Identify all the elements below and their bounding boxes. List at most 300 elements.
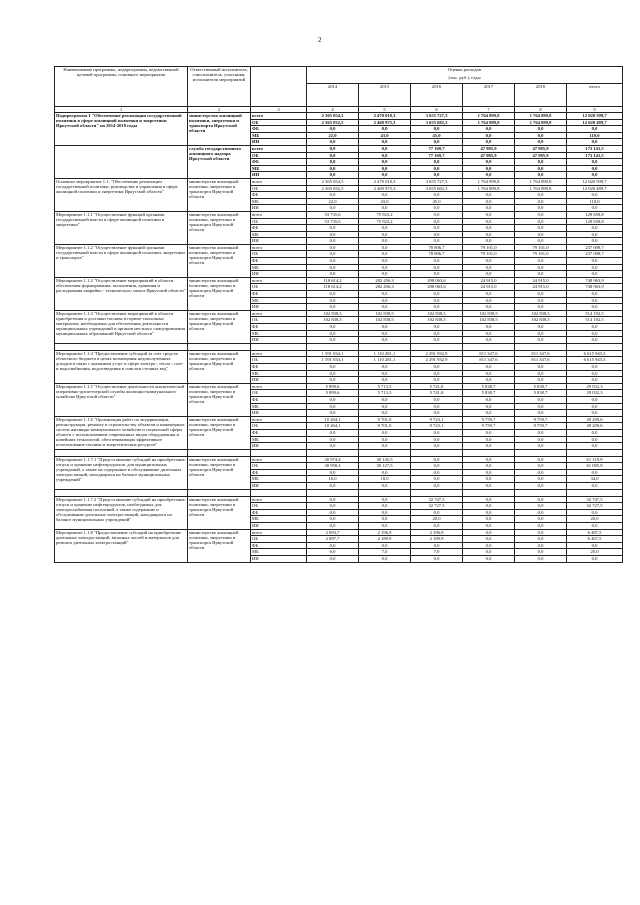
- amount-cell: 0,0: [307, 258, 359, 265]
- amount-cell: 0,0: [463, 429, 515, 436]
- amount-cell: 0,0: [307, 523, 359, 530]
- funding-source-cell: ОБ: [251, 423, 307, 430]
- amount-cell: 0,0: [463, 324, 515, 331]
- funding-source-cell: всего: [251, 178, 307, 185]
- header-year: 2016: [411, 84, 463, 107]
- amount-cell: 811 347,6: [463, 350, 515, 357]
- amount-cell: 5 838,7: [515, 390, 567, 397]
- amount-cell: 2 291 932,9: [411, 357, 463, 364]
- amount-cell: 0,0: [359, 503, 411, 510]
- program-name-cell: Мероприятие 1.1.8 "Предоставление субсидий на приобретение дизельных электростанций, запасных частей и материалов для ремонта дизельных электростанций": [55, 529, 188, 562]
- amount-cell: 0,0: [359, 291, 411, 298]
- total-cell: 748 963,9: [567, 284, 623, 291]
- total-cell: 0,0: [567, 377, 623, 384]
- amount-cell: 1 110 281,1: [359, 357, 411, 364]
- column-number: 4: [307, 107, 359, 113]
- amount-cell: 0,0: [515, 443, 567, 450]
- amount-cell: 0,0: [359, 271, 411, 278]
- funding-source-cell: ФБ: [251, 159, 307, 166]
- amount-cell: 0,0: [307, 172, 359, 179]
- amount-cell: 0,0: [359, 238, 411, 245]
- amount-cell: 0,0: [359, 363, 411, 370]
- funding-source-cell: МБ: [251, 476, 307, 483]
- amount-cell: 0,0: [307, 509, 359, 516]
- amount-cell: 0,0: [359, 159, 411, 166]
- spacer-row: [55, 449, 623, 456]
- amount-cell: 0,0: [515, 297, 567, 304]
- funding-source-cell: МБ: [251, 231, 307, 238]
- program-name-cell: Основное мероприятие 1.1. "Обеспечение реализации государственной политики, руководства и управления в сфере жилищной политики и энергетики Иркутской области": [55, 178, 188, 211]
- spacer-cell: [251, 449, 307, 456]
- amount-cell: 0,0: [515, 205, 567, 212]
- program-name-cell: Мероприятие 1.1.3 "Осуществление мероприятий в области приобретения и доставки топлива и горюче-смазочных материалов, необходимых для обеспечения деятельности муниципальных учреждений и органов местного самоуправления муниципальных образований Иркутской области": [55, 310, 188, 343]
- amount-cell: 0,0: [307, 238, 359, 245]
- amount-cell: 0,0: [411, 165, 463, 172]
- program-name-cell: Мероприятие 1.1.2 "Осуществление мероприятий в области обеспечения формирования, пополнения, хранения и расходования аварийно - технического запаса Иркутской области": [55, 277, 188, 310]
- header-costs-units: (тыс. руб.), годы: [307, 75, 623, 84]
- amount-cell: 811 347,6: [463, 357, 515, 364]
- column-number: 1: [55, 107, 188, 113]
- funding-source-cell: ОБ: [251, 536, 307, 543]
- program-name-cell: [55, 145, 188, 178]
- total-cell: 29 032,3: [567, 383, 623, 390]
- spacer-cell: [55, 343, 188, 350]
- funding-source-cell: ФБ: [251, 291, 307, 298]
- amount-cell: 18,0: [359, 476, 411, 483]
- amount-cell: 0,0: [515, 330, 567, 337]
- total-cell: 110,0: [567, 198, 623, 205]
- funding-source-cell: МБ: [251, 549, 307, 556]
- amount-cell: 1 764 899,8: [515, 178, 567, 185]
- funding-source-cell: МБ: [251, 403, 307, 410]
- amount-cell: 0,0: [411, 225, 463, 232]
- amount-cell: 0,0: [307, 139, 359, 146]
- amount-cell: 0,0: [463, 523, 515, 530]
- amount-cell: 0,0: [307, 264, 359, 271]
- amount-cell: 0,0: [463, 297, 515, 304]
- amount-cell: 0,0: [515, 370, 567, 377]
- executor-cell: министерство жилищной политики, энергетики и транспорта Иркутской области: [188, 178, 251, 211]
- executor-cell: министерство жилищной политики, энергетики и транспорта Иркутской области: [188, 383, 251, 416]
- amount-cell: 24 915,0: [515, 284, 567, 291]
- spacer-cell: [515, 449, 567, 456]
- amount-cell: 5 741,8: [411, 390, 463, 397]
- amount-cell: 0,0: [411, 396, 463, 403]
- total-cell: 12 020 489,7: [567, 119, 623, 126]
- amount-cell: 0,0: [359, 192, 411, 199]
- executor-cell: министерство жилищной политики, энергетики и транспорта Иркутской области: [188, 113, 251, 146]
- amount-cell: 0,0: [515, 529, 567, 536]
- amount-cell: 0,0: [359, 172, 411, 179]
- header-costs-title: Оценка расходов: [307, 67, 623, 76]
- spacer-cell: [515, 343, 567, 350]
- amount-cell: 0,0: [307, 370, 359, 377]
- amount-cell: 0,0: [515, 436, 567, 443]
- amount-cell: 78 806,7: [411, 251, 463, 258]
- amount-cell: 0,0: [307, 410, 359, 417]
- amount-cell: 0,0: [411, 363, 463, 370]
- amount-cell: 0,0: [515, 503, 567, 510]
- amount-cell: 0,0: [463, 443, 515, 450]
- amount-cell: 0,0: [359, 145, 411, 152]
- funding-source-cell: МБ: [251, 370, 307, 377]
- amount-cell: 0,0: [411, 192, 463, 199]
- amount-cell: 0,0: [463, 556, 515, 563]
- amount-cell: 0,0: [411, 324, 463, 331]
- program-name-cell: Мероприятие 1.1.7.2 "Предоставление субсидий на приобретение, отпуск и хранение нефтепродуктов, необходимых для электроснабжения поселений, а также содержание и обслуживание дизельных электростанций, находящихся на балансе муниципальных учреждений": [55, 496, 188, 529]
- total-cell: 110,0: [567, 132, 623, 139]
- amount-cell: 0,0: [463, 165, 515, 172]
- amount-cell: 2 469 975,3: [359, 185, 411, 192]
- amount-cell: 0,0: [463, 483, 515, 490]
- funding-source-cell: ОБ: [251, 119, 307, 126]
- executor-cell: министерство жилищной политики, энергетики и транспорта Иркутской области: [188, 244, 251, 277]
- spacer-cell: [359, 489, 411, 496]
- amount-cell: 2 365 032,5: [307, 119, 359, 126]
- total-cell: 0,0: [567, 258, 623, 265]
- total-cell: 0,0: [567, 264, 623, 271]
- amount-cell: 0,0: [307, 159, 359, 166]
- amount-cell: 0,0: [463, 496, 515, 503]
- amount-cell: 0,0: [359, 231, 411, 238]
- amount-cell: 2 196,9: [411, 529, 463, 536]
- amount-cell: 1 110 281,1: [359, 350, 411, 357]
- amount-cell: 7,0: [411, 549, 463, 556]
- table-row: [55, 244, 623, 251]
- amount-cell: 47 985,9: [515, 152, 567, 159]
- amount-cell: 0,0: [359, 556, 411, 563]
- amount-cell: 45,0: [411, 198, 463, 205]
- spacer-cell: [463, 449, 515, 456]
- amount-cell: 0,0: [307, 152, 359, 159]
- amount-cell: 0,0: [463, 159, 515, 166]
- total-cell: 0,0: [567, 291, 623, 298]
- amount-cell: 0,0: [359, 139, 411, 146]
- total-cell: 0,0: [567, 165, 623, 172]
- table-row: [55, 178, 623, 185]
- amount-cell: 0,0: [359, 509, 411, 516]
- spacer-cell: [307, 343, 359, 350]
- amount-cell: 0,0: [515, 132, 567, 139]
- amount-cell: 0,0: [307, 363, 359, 370]
- total-cell: 0,0: [567, 370, 623, 377]
- amount-cell: 47 985,9: [463, 145, 515, 152]
- amount-cell: 22,0: [307, 132, 359, 139]
- header-row: [55, 67, 623, 76]
- amount-cell: 0,0: [307, 337, 359, 344]
- amount-cell: 0,0: [411, 271, 463, 278]
- amount-cell: 282 456,3: [359, 284, 411, 291]
- total-cell: 0,0: [567, 523, 623, 530]
- total-cell: 0,0: [567, 139, 623, 146]
- amount-cell: 1 591 034,1: [307, 350, 359, 357]
- amount-cell: 0,0: [515, 469, 567, 476]
- amount-cell: 102 838,5: [411, 317, 463, 324]
- amount-cell: 1 764 899,8: [463, 119, 515, 126]
- amount-cell: 5 838,7: [463, 390, 515, 397]
- amount-cell: 2 469 975,3: [359, 119, 411, 126]
- total-cell: 49 209,6: [567, 423, 623, 430]
- total-cell: 0,0: [567, 159, 623, 166]
- spacer-cell: [251, 489, 307, 496]
- amount-cell: 5 899,6: [307, 383, 359, 390]
- total-cell: 0,0: [567, 443, 623, 450]
- amount-cell: 0,0: [515, 337, 567, 344]
- amount-cell: 0,0: [463, 403, 515, 410]
- amount-cell: 0,0: [359, 330, 411, 337]
- total-cell: 0,0: [567, 403, 623, 410]
- amount-cell: 0,0: [307, 330, 359, 337]
- spacer-row: [55, 343, 623, 350]
- funding-source-cell: всего: [251, 529, 307, 536]
- total-cell: 0,0: [567, 126, 623, 133]
- amount-cell: 0,0: [307, 291, 359, 298]
- amount-cell: 118 614,2: [307, 284, 359, 291]
- amount-cell: 0,0: [359, 396, 411, 403]
- amount-cell: 0,0: [307, 244, 359, 251]
- amount-cell: 0,0: [463, 192, 515, 199]
- amount-cell: 0,0: [307, 436, 359, 443]
- amount-cell: 0,0: [411, 258, 463, 265]
- amount-cell: 0,0: [359, 152, 411, 159]
- amount-cell: 0,0: [307, 205, 359, 212]
- amount-cell: 0,0: [463, 225, 515, 232]
- amount-cell: 0,0: [307, 396, 359, 403]
- amount-cell: 0,0: [411, 205, 463, 212]
- amount-cell: 2 087,7: [307, 536, 359, 543]
- amount-cell: 102 838,5: [463, 310, 515, 317]
- amount-cell: 43,0: [359, 198, 411, 205]
- amount-cell: 0,0: [463, 542, 515, 549]
- funding-source-cell: ФБ: [251, 192, 307, 199]
- table-row: [55, 383, 623, 390]
- amount-cell: 0,0: [411, 218, 463, 225]
- amount-cell: 77 169,7: [411, 145, 463, 152]
- amount-cell: 0,0: [463, 377, 515, 384]
- amount-cell: 0,0: [411, 556, 463, 563]
- amount-cell: 0,0: [411, 377, 463, 384]
- amount-cell: 0,0: [307, 324, 359, 331]
- total-cell: 0,0: [567, 205, 623, 212]
- amount-cell: 5 838,7: [515, 383, 567, 390]
- amount-cell: 0,0: [359, 403, 411, 410]
- column-number: 7: [463, 107, 515, 113]
- amount-cell: 0,0: [463, 231, 515, 238]
- funding-source-cell: МБ: [251, 297, 307, 304]
- amount-cell: 0,0: [463, 291, 515, 298]
- amount-cell: 5 713,5: [359, 383, 411, 390]
- amount-cell: 2 189,9: [411, 536, 463, 543]
- amount-cell: 0,0: [359, 251, 411, 258]
- amount-cell: 0,0: [359, 523, 411, 530]
- funding-source-cell: МБ: [251, 198, 307, 205]
- amount-cell: 0,0: [515, 396, 567, 403]
- header-year: 2014: [307, 84, 359, 107]
- amount-cell: 20,0: [411, 516, 463, 523]
- amount-cell: 0,0: [411, 291, 463, 298]
- table-row: [55, 529, 623, 536]
- header-year: 2018: [515, 84, 567, 107]
- amount-cell: 0,0: [411, 211, 463, 218]
- amount-cell: 0,0: [411, 139, 463, 146]
- amount-cell: 0,0: [411, 403, 463, 410]
- spacer-row: [55, 489, 623, 496]
- amount-cell: 1 764 899,8: [515, 113, 567, 120]
- amount-cell: 0,0: [307, 469, 359, 476]
- amount-cell: 9 701,0: [359, 423, 411, 430]
- amount-cell: 1 764 899,8: [463, 178, 515, 185]
- funding-source-cell: ОБ: [251, 185, 307, 192]
- spacer-cell: [251, 343, 307, 350]
- amount-cell: 10 264,1: [307, 416, 359, 423]
- funding-source-cell: ФБ: [251, 396, 307, 403]
- funding-source-cell: всего: [251, 244, 307, 251]
- amount-cell: 0,0: [515, 556, 567, 563]
- total-cell: 0,0: [567, 225, 623, 232]
- amount-cell: 2 365 032,5: [307, 185, 359, 192]
- amount-cell: 79 101,0: [515, 244, 567, 251]
- amount-cell: 24 915,0: [463, 284, 515, 291]
- total-cell: 20,0: [567, 549, 623, 556]
- funding-source-cell: ИИ: [251, 483, 307, 490]
- amount-cell: 9 759,7: [515, 423, 567, 430]
- total-cell: 0,0: [567, 172, 623, 179]
- amount-cell: 0,0: [463, 476, 515, 483]
- table-row: [55, 145, 623, 152]
- amount-cell: 2 365 054,5: [307, 178, 359, 185]
- amount-cell: 0,0: [359, 377, 411, 384]
- spacer-cell: [411, 489, 463, 496]
- amount-cell: 30 127,5: [359, 463, 411, 470]
- amount-cell: 0,0: [307, 429, 359, 436]
- total-cell: 514 192,5: [567, 317, 623, 324]
- total-cell: 49 209,6: [567, 416, 623, 423]
- amount-cell: 0,0: [515, 549, 567, 556]
- amount-cell: 0,0: [307, 192, 359, 199]
- funding-source-cell: ФБ: [251, 363, 307, 370]
- amount-cell: 0,0: [515, 238, 567, 245]
- total-cell: 32 727,5: [567, 503, 623, 510]
- amount-cell: 0,0: [515, 225, 567, 232]
- amount-cell: 0,0: [463, 271, 515, 278]
- amount-cell: 0,0: [307, 225, 359, 232]
- spacer-cell: [463, 489, 515, 496]
- amount-cell: 47 985,9: [463, 152, 515, 159]
- header-year: итого: [567, 84, 623, 107]
- spacer-cell: [55, 489, 188, 496]
- funding-source-cell: ФБ: [251, 469, 307, 476]
- funding-source-cell: ИИ: [251, 556, 307, 563]
- total-cell: 6 467,5: [567, 536, 623, 543]
- funding-source-cell: ФБ: [251, 126, 307, 133]
- spacer-cell: [55, 449, 188, 456]
- header-source: [251, 67, 307, 107]
- amount-cell: 79 101,0: [515, 251, 567, 258]
- amount-cell: 9 701,0: [359, 416, 411, 423]
- amount-cell: 5 741,8: [411, 383, 463, 390]
- amount-cell: 0,0: [307, 297, 359, 304]
- header-name: Наименование программы, подпрограммы, ведомственной целевой программы, основного мероприятия: [55, 67, 188, 107]
- amount-cell: 0,0: [515, 463, 567, 470]
- executor-cell: министерство жилищной политики, энергетики и транспорта Иркутской области: [188, 416, 251, 449]
- amount-cell: 16,0: [307, 476, 359, 483]
- amount-cell: 0,0: [463, 337, 515, 344]
- amount-cell: 0,0: [515, 496, 567, 503]
- total-cell: 0,0: [567, 363, 623, 370]
- amount-cell: 0,0: [411, 523, 463, 530]
- amount-cell: 75 923,2: [359, 211, 411, 218]
- amount-cell: 0,0: [411, 231, 463, 238]
- program-name-cell: Мероприятие 1.1.5 "Осуществление деятельности аналитической оперативно-диспетчерской службы жилищно-коммунального хозяйства Иркутской области": [55, 383, 188, 416]
- amount-cell: 298 063,6: [411, 277, 463, 284]
- funding-source-cell: ОБ: [251, 463, 307, 470]
- amount-cell: 0,0: [463, 363, 515, 370]
- table-row: [55, 211, 623, 218]
- program-name-cell: Мероприятие 1.1.1 "Осуществление функций органами государственной власти в сфере жилищной политики и энергетики": [55, 211, 188, 244]
- funding-source-cell: ОБ: [251, 317, 307, 324]
- amount-cell: 0,0: [359, 225, 411, 232]
- funding-source-cell: ОБ: [251, 152, 307, 159]
- funding-source-cell: всего: [251, 416, 307, 423]
- amount-cell: 0,0: [359, 469, 411, 476]
- amount-cell: 0,0: [359, 410, 411, 417]
- amount-cell: 0,0: [307, 483, 359, 490]
- amount-cell: 298 063,6: [411, 284, 463, 291]
- header-year: 2017: [463, 84, 515, 107]
- total-cell: 0,0: [567, 192, 623, 199]
- total-cell: 0,0: [567, 238, 623, 245]
- amount-cell: 102 838,5: [515, 317, 567, 324]
- funding-source-cell: всего: [251, 113, 307, 120]
- amount-cell: 1 764 899,8: [463, 113, 515, 120]
- amount-cell: 9 723,1: [411, 416, 463, 423]
- total-cell: 748 963,9: [567, 277, 623, 284]
- amount-cell: 0,0: [411, 509, 463, 516]
- amount-cell: 0,0: [515, 429, 567, 436]
- amount-cell: 24 915,0: [463, 277, 515, 284]
- total-cell: 129 658,8: [567, 218, 623, 225]
- budget-table: [54, 66, 623, 563]
- amount-cell: 2 470 018,3: [359, 178, 411, 185]
- funding-source-cell: ИИ: [251, 443, 307, 450]
- amount-cell: 0,0: [463, 456, 515, 463]
- funding-source-cell: МБ: [251, 330, 307, 337]
- amount-cell: 0,0: [411, 429, 463, 436]
- amount-cell: 0,0: [463, 536, 515, 543]
- total-cell: 12 020 489,7: [567, 185, 623, 192]
- executor-cell: министерство жилищной политики, энергетики и транспорта Иркутской области: [188, 211, 251, 244]
- amount-cell: 0,0: [463, 172, 515, 179]
- amount-cell: 0,0: [515, 363, 567, 370]
- amount-cell: 0,0: [359, 542, 411, 549]
- funding-source-cell: ФБ: [251, 509, 307, 516]
- total-cell: 0,0: [567, 324, 623, 331]
- amount-cell: 0,0: [515, 139, 567, 146]
- amount-cell: 0,0: [515, 198, 567, 205]
- table-row: [55, 113, 623, 120]
- amount-cell: 0,0: [515, 192, 567, 199]
- total-cell: 29 032,3: [567, 390, 623, 397]
- executor-cell: министерство жилищной политики, энергетики и транспорта Иркутской области: [188, 529, 251, 562]
- amount-cell: 811 347,6: [515, 357, 567, 364]
- funding-source-cell: ОБ: [251, 503, 307, 510]
- amount-cell: 0,0: [359, 258, 411, 265]
- amount-cell: 0,0: [307, 377, 359, 384]
- total-cell: 12 020 599,7: [567, 113, 623, 120]
- amount-cell: 0,0: [515, 523, 567, 530]
- amount-cell: 0,0: [411, 330, 463, 337]
- spacer-cell: [307, 449, 359, 456]
